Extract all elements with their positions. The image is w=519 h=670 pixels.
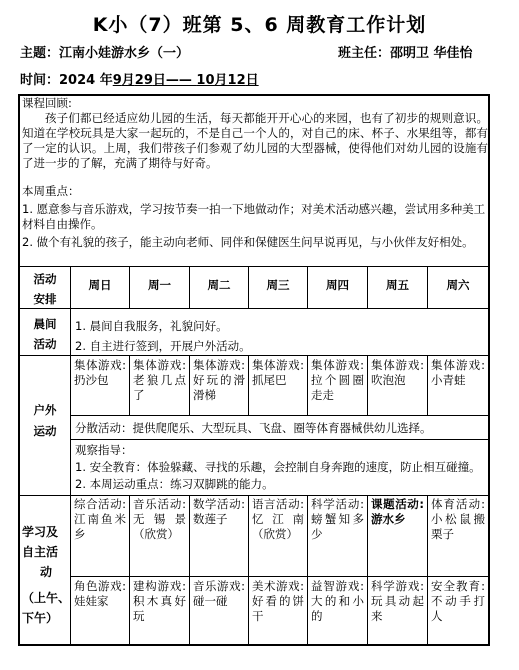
day-header: 周六 <box>446 278 470 292</box>
game-cell <box>371 358 424 388</box>
time-month-unit: 月 <box>121 73 135 88</box>
game-kind: 集体游戏: <box>431 358 485 372</box>
review-body: 孩子们都已经适应幼儿园的生活，每天都能开开心心的来园，也有了初步的规则意识。知道在学校玩具是大家一起玩的，不是自己一个人的，对自己的床、杯子、水果组等，都有了一定的认识。上周，我们带孩子们参观了幼儿园的大型器械，使得他们对幼儿园的设施有了进一步的了解，充满了期待与好奇。 <box>22 111 488 170</box>
column-divider <box>367 355 368 416</box>
game-cell <box>311 358 364 403</box>
time-label: 时间： <box>20 73 60 88</box>
time-year: 2024 年 <box>59 73 113 88</box>
teacher-label: 班主任： <box>338 46 391 61</box>
corner-line: 安排 <box>33 292 57 306</box>
study-kind: 语言活动: <box>252 497 304 511</box>
outdoor-guide <box>75 442 487 493</box>
game-cell <box>371 579 424 624</box>
study-label-line: （上午、 <box>22 591 71 605</box>
day-header: 周三 <box>266 278 290 292</box>
focus-item: 2. 做个有礼貌的孩子，能主动向老师、同伴和保健医生问早说再见，与小伙伴友好相处。 <box>22 235 474 249</box>
divider <box>20 308 488 309</box>
page-title: K小（7）班第 5、6 周教育工作计划 <box>92 14 427 36</box>
study-topic: 大的和小的 <box>311 594 364 623</box>
study-topic: 娃娃家 <box>74 594 109 608</box>
time-month-unit-2: 月 <box>214 73 228 88</box>
study-kind: 益智游戏: <box>311 579 364 593</box>
divider <box>71 576 488 577</box>
column-divider <box>427 495 428 644</box>
divider <box>71 439 488 440</box>
game-cell <box>311 579 364 624</box>
game-name: 扔沙包 <box>74 373 109 387</box>
game-cell <box>193 358 245 403</box>
study-cell <box>133 497 186 542</box>
study-label-line: 下午） <box>22 611 59 625</box>
study-topic: 小松鼠搬栗子 <box>431 512 485 541</box>
study-cell <box>311 497 364 542</box>
study-topic: 积木真好玩 <box>133 594 186 623</box>
morning-label-line: 活动 <box>33 337 57 351</box>
column-divider <box>307 355 308 416</box>
study-cell <box>74 497 126 542</box>
guide-item: 2. 本周运动重点：练习双脚跳的能力。 <box>75 477 274 491</box>
column-divider <box>70 266 71 644</box>
study-kind: 音乐活动: <box>133 497 186 511</box>
day-header: 周一 <box>148 278 171 292</box>
game-cell <box>431 358 485 388</box>
study-topic: 无锡景（欣赏） <box>133 512 186 541</box>
game-cell <box>133 579 186 624</box>
column-divider <box>307 495 308 644</box>
review-heading: 课程回顾: <box>22 96 72 110</box>
study-kind: 体育活动: <box>431 497 485 511</box>
game-kind: 集体游戏: <box>252 358 304 372</box>
column-divider <box>248 355 249 416</box>
study-kind: 美术游戏: <box>252 579 304 593</box>
study-topic: 螃蟹知多少 <box>311 512 364 541</box>
outdoor-label-line: 运动 <box>33 424 57 438</box>
study-topic: 忆江南（欣赏） <box>252 512 304 541</box>
study-kind: 安全教育: <box>431 579 485 593</box>
corner-cell <box>20 269 70 309</box>
column-divider <box>189 266 190 309</box>
morning-item: 2. 自主进行签到，开展户外活动。 <box>75 339 251 353</box>
theme-label: 主题： <box>20 46 60 61</box>
theme-line <box>20 42 189 61</box>
game-cell <box>74 579 126 609</box>
outdoor-label <box>20 400 70 442</box>
column-divider <box>427 355 428 416</box>
study-label-line: 自主活 <box>22 545 59 559</box>
study-cell-highlight <box>371 497 424 527</box>
study-kind: 音乐游戏: <box>193 579 245 593</box>
game-name: 拉个圆圈走走 <box>311 373 364 402</box>
column-divider <box>248 266 249 309</box>
divider <box>71 415 488 416</box>
time-day-unit: 日 <box>245 73 259 88</box>
study-topic: 玩具动起来 <box>371 594 424 623</box>
teacher-line <box>338 42 473 61</box>
study-topic: 江南鱼米乡 <box>74 512 126 541</box>
column-divider <box>189 495 190 644</box>
divider <box>20 266 488 267</box>
guide-item: 1. 安全教育：体验躲藏、寻找的乐趣，会控制自身奔跑的速度，防止相互碰撞。 <box>75 460 481 474</box>
study-cell <box>193 497 245 527</box>
game-cell <box>252 579 304 624</box>
study-topic: 好看的饼干 <box>252 594 304 623</box>
morning-items <box>75 316 485 356</box>
theme-value: 江南小娃游水乡（一） <box>59 46 190 61</box>
guide-heading: 观察指导： <box>75 443 133 457</box>
study-cell <box>252 497 304 542</box>
day-header: 周二 <box>207 278 231 292</box>
corner-line: 活动 <box>33 272 57 286</box>
study-kind: 科学活动: <box>311 497 364 511</box>
morning-label-line: 晨间 <box>33 317 57 331</box>
game-name: 好玩的滑滑梯 <box>193 373 245 402</box>
time-month-start: 9 <box>112 73 122 88</box>
review-section <box>22 96 488 250</box>
column-divider <box>189 355 190 416</box>
study-kind: 科学游戏: <box>371 579 424 593</box>
game-cell <box>431 579 485 624</box>
focus-heading: 本周重点： <box>22 184 80 198</box>
game-cell <box>133 358 186 403</box>
column-divider <box>129 355 130 416</box>
time-separator: 日—— <box>152 73 197 88</box>
day-header: 周日 <box>88 278 112 292</box>
column-divider <box>129 495 130 644</box>
time-day-start: 29 <box>134 73 153 88</box>
divider <box>20 495 488 496</box>
column-divider <box>129 266 130 309</box>
time-month-end: 10 <box>196 73 215 88</box>
game-cell <box>74 358 126 388</box>
game-kind: 集体游戏: <box>74 358 126 372</box>
study-kind: 角色游戏: <box>74 579 126 593</box>
study-topic: 游水乡 <box>371 512 406 526</box>
game-kind: 集体游戏: <box>193 358 245 372</box>
game-name: 吹泡泡 <box>371 373 406 387</box>
study-kind: 综合活动: <box>74 497 126 511</box>
game-kind: 集体游戏: <box>371 358 424 372</box>
morning-label <box>20 314 70 354</box>
divider <box>20 355 488 356</box>
study-label-line: 动 <box>39 565 52 579</box>
time-line <box>20 69 259 88</box>
outdoor-zone: 分散活动：提供爬爬乐、大型玩具、飞盘、圈等体育器械供幼儿选择。 <box>75 421 432 435</box>
study-label <box>22 522 70 628</box>
morning-item: 1. 晨间自我服务，礼貌问好。 <box>75 319 228 333</box>
column-divider <box>248 495 249 644</box>
game-name: 小青蛙 <box>431 373 466 387</box>
study-cell <box>431 497 485 542</box>
study-topic: 不动手打人 <box>431 594 485 623</box>
time-day-end: 12 <box>227 73 246 88</box>
study-topic: 碰一碰 <box>193 594 228 608</box>
study-topic: 数莲子 <box>193 512 228 526</box>
column-divider <box>307 266 308 309</box>
focus-item: 1. 愿意参与音乐游戏，学习按节奏一拍一下地做动作；对美术活动感兴趣，尝试用多种美工材料自由操作。 <box>22 202 486 231</box>
study-label-line: 学习及 <box>22 525 59 539</box>
teacher-value: 邵明卫 华佳怡 <box>390 46 473 61</box>
game-name: 老狼几点了 <box>133 373 186 402</box>
day-header: 周四 <box>326 278 349 292</box>
game-cell <box>193 579 245 609</box>
column-divider <box>367 266 368 309</box>
game-kind: 集体游戏: <box>133 358 186 372</box>
outdoor-label-line: 户外 <box>33 403 57 417</box>
game-kind: 集体游戏: <box>311 358 364 372</box>
game-name: 抓尾巴 <box>252 373 287 387</box>
study-kind: 建构游戏: <box>133 579 186 593</box>
day-header: 周五 <box>386 278 409 292</box>
game-cell <box>252 358 304 388</box>
study-kind: 数学活动: <box>193 497 245 511</box>
column-divider <box>367 495 368 644</box>
plan-table <box>18 94 490 646</box>
study-kind: 课题活动: <box>371 497 424 511</box>
column-divider <box>427 266 428 309</box>
